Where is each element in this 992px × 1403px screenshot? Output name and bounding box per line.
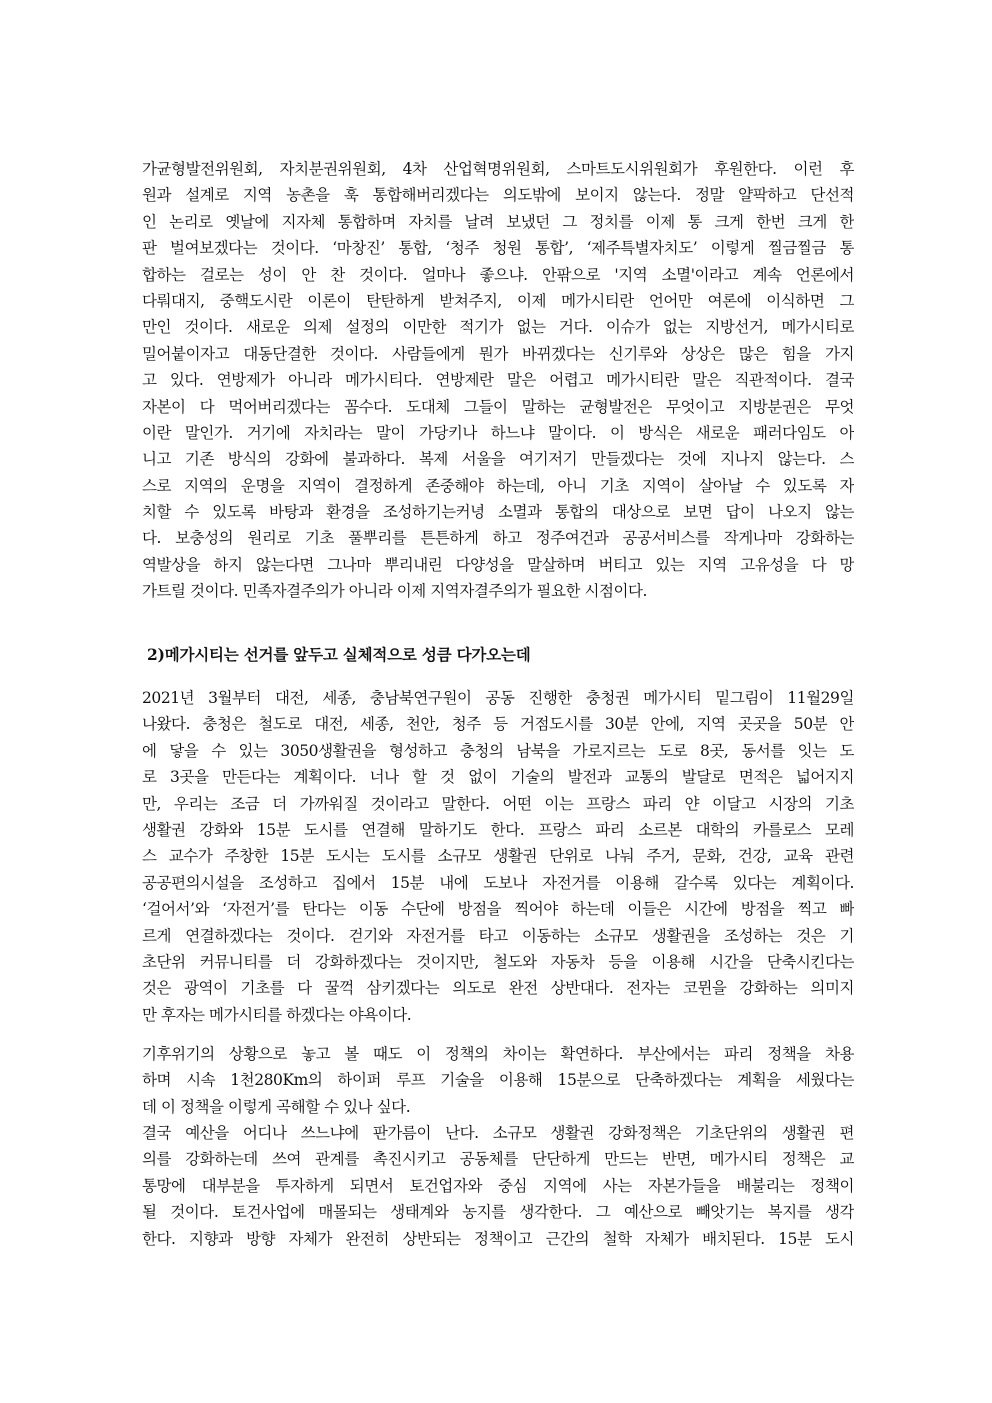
text-line: 가균형발전위원회, 자치분권위원회, 4차 산업혁명위원회, 스마트도시위원회가 후원한다. 이런 후 [142,160,854,178]
text-line: 다뤄대지, 중핵도시란 이론이 탄탄하게 받쳐주지, 이제 메가시티란 언어만 여론에 이식하면 그 [142,291,854,310]
text-line: 데 이 정책을 이렇게 곡해할 수 있나 싶다. [142,1097,411,1116]
text-line: 스 교수가 주창한 15분 도시는 도시를 소규모 생활권 단위로 나눠 주거, 문화, 건강, 교육 관련 [142,847,854,866]
paragraph-4 [142,1120,854,1252]
text-line: 다. 보충성의 원리로 기초 풀뿌리를 튼튼하게 하고 정주여건과 공공서비스를 작게나마 강화하는 [142,529,854,548]
text-line: 공공편의시설을 조성하고 집에서 15분 내에 도보나 자전거를 이용해 갈수록 있다는 계획이다. [142,873,854,892]
text-line: 역발상을 하지 않는다면 그나마 뿌리내린 다양성을 말살하며 버티고 있는 지역 고유성을 다 망 [142,555,854,574]
text-line: 통망에 대부분을 투자하게 되면서 토건업자와 중심 지역에 사는 자본가들을 배불리는 정책이 [142,1176,854,1195]
text-line: 생활권 강화와 15분 도시를 연결해 말하기도 한다. 프랑스 파리 소르본 대학의 카를로스 모레 [142,820,854,839]
text-line: 것은 광역이 기초를 다 꿀꺽 삼키겠다는 의도로 완전 상반대다. 전자는 코뮌을 강화하는 의미지 [142,979,854,998]
text-line: 한다. 지향과 방향 자체가 완전히 상반되는 정책이고 근간의 철학 자체가 배치된다. 15분 도시 [142,1229,854,1248]
text-line: 르게 연결하겠다는 것이다. 걷기와 자전거를 타고 이동하는 소규모 생활권을 조성하는 것은 기 [142,926,854,945]
text-line: 로 3곳을 만든다는 계획이다. 너나 할 것 없이 기술의 발전과 교통의 발달로 면적은 넓어지지 [142,768,854,787]
text-line: 판 벌여보겠다는 것이다. ‘마창진’ 통합, ‘청주 청원 통합’, ‘제주특별자치도’ 이렇게 찔금찔금 통 [142,239,854,258]
text-line: 기후위기의 상황으로 놓고 볼 때도 이 정책의 차이는 확연하다. 부산에서는 파리 정책을 차용 [142,1045,854,1063]
text-line: 초단위 커뮤니티를 더 강화하겠다는 것이지만, 철도와 자동차 등을 이용해 시간을 단축시킨다는 [142,952,854,971]
text-line: 원과 설계로 지역 농촌을 훅 통합해버리겠다는 의도밖에 보이지 않는다. 정말 얄팍하고 단선적 [142,186,854,205]
text-line: 합하는 걸로는 성이 안 찬 것이다. 얼마나 좋으냐. 안팎으로 '지역 소멸'이라고 계속 언론에서 [142,265,854,284]
text-line: 밀어붙이자고 대동단결한 것이다. 사람들에게 뭔가 바뀌겠다는 신기루와 상상은 많은 힘을 가지 [142,344,854,363]
text-line: 가트릴 것이다. 민족자결주의가 아니라 이제 지역자결주의가 필요한 시점이다. [142,582,648,601]
text-line: 치할 수 있도록 바탕과 환경을 조성하기는커녕 소멸과 통합의 대상으로 보면 답이 나오지 않는 [142,503,854,522]
text-line: 니고 기존 방식의 강화에 불과하다. 복제 서울을 여기저기 만들겠다는 것에 지나지 않는다. 스 [142,450,854,469]
text-line: 스로 지역의 운명을 지역이 결정하게 존중해야 하는데, 아니 기초 지역이 살아날 수 있도록 자 [142,476,854,495]
text-line: 에 닿을 수 있는 3050생활권을 형성하고 충청의 남북을 가로지르는 도로 8곳, 동서를 잇는 도 [142,741,854,760]
text-line: 인 논리로 옛날에 지자체 통합하며 자치를 날려 보냈던 그 정치를 이제 통 크게 한번 크게 한 [142,212,854,231]
text-line: 2021년 3월부터 대전, 세종, 충남북연구원이 공동 진행한 충청권 메가시티 밑그림이 11월29일 [142,689,854,707]
text-line: 자본이 다 먹어버리겠다는 꼼수다. 도대체 그들이 말하는 균형발전은 무엇이고 지방분권은 무엇 [142,397,854,416]
text-line: 될 것이다. 토건사업에 매몰되는 생태계와 농지를 생각한다. 그 예산으로 빼앗기는 복지를 생각 [142,1203,854,1222]
paragraph-1 [142,156,854,605]
section-heading: 2)메가시티는 선거를 앞두고 실체적으로 성큼 다가오는데 [147,645,531,664]
paragraph-2 [142,685,854,1028]
text-line: 만, 우리는 조금 더 가까워질 것이라고 말한다. 어떤 이는 프랑스 파리 얀 이달고 시장의 기초 [142,794,854,813]
paragraph-3 [142,1041,854,1120]
text-line: 만인 것이다. 새로운 의제 설정의 이만한 적기가 없는 거다. 이슈가 없는 지방선거, 메가시티로 [142,318,854,337]
text-line: 고 있다. 연방제가 아니라 메가시티다. 연방제란 말은 어렵고 메가시티란 말은 직관적이다. 결국 [142,371,854,390]
text-line: 이란 말인가. 거기에 자치라는 말이 가당키나 하느냐 말이다. 이 방식은 새로운 패러다임도 아 [142,423,854,442]
text-line: 하며 시속 1천280Km의 하이퍼 루프 기술을 이용해 15분으로 단축하겠다는 계획을 세웠다는 [142,1071,854,1090]
text-line: 만 후자는 메가시티를 하겠다는 야욕이다. [142,1005,412,1024]
text-line: ‘걸어서’와 ‘자전거’를 탄다는 이동 수단에 방점을 찍어야 하는데 이들은 시간에 방점을 찍고 빠 [142,900,854,919]
text-line: 의를 강화하는데 쓰여 관계를 촉진시키고 공동체를 단단하게 만드는 반면, 메가시티 정책은 교 [142,1150,854,1169]
text-line: 결국 예산을 어디나 쓰느냐에 판가름이 난다. 소규모 생활권 강화정책은 기초단위의 생활권 편 [142,1124,854,1142]
text-line: 나왔다. 충청은 철도로 대전, 세종, 천안, 청주 등 거점도시를 30분 안에, 지역 곳곳을 50분 안 [142,715,854,734]
